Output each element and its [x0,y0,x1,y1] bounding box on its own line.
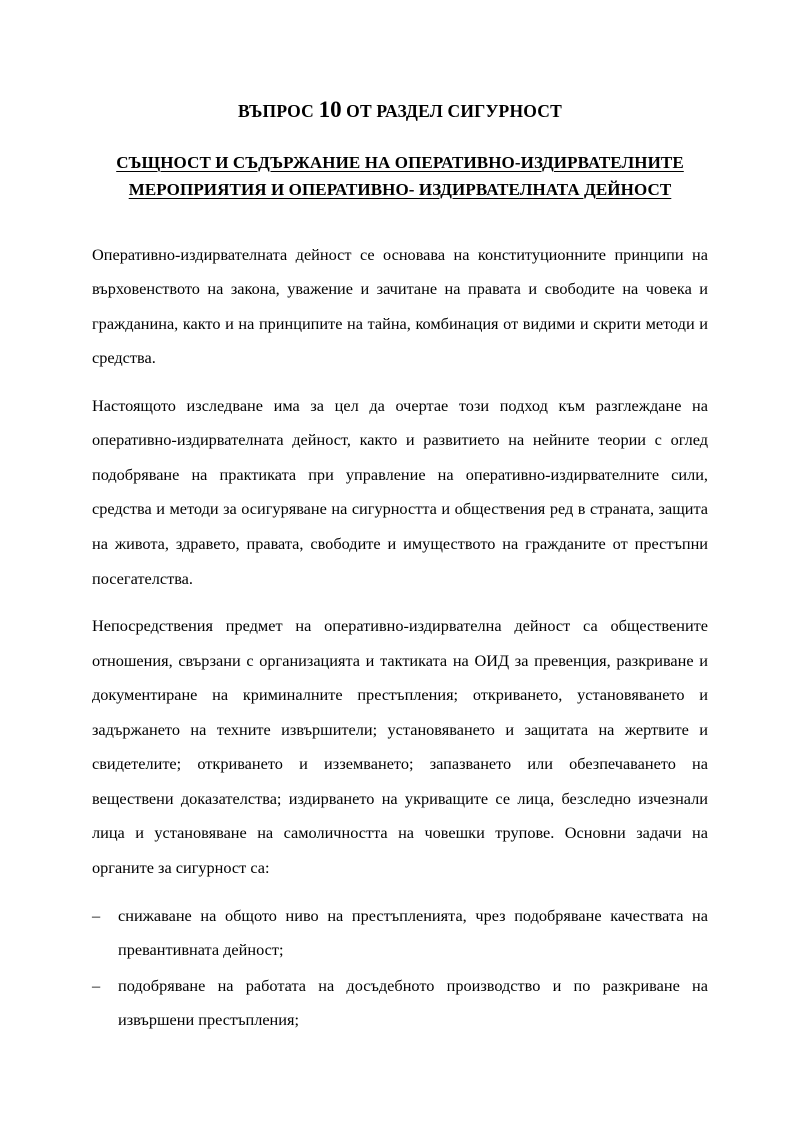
page-title [92,0,708,124]
body-paragraph-3: Непосредствения предмет на оперативно-издирвателна дейност са обществените отношения, свързани с организацията и тактиката на ОИД за превенция, разкриване и документиране на криминалните престъпления; откриването, установяването и задържането на техните извършители; установяването и защитата на жертвите и свидетелите; откриването и изземването; запазването или обезпечаването на веществени доказателства; издирването на укриващите се лица, безследно изчезнали лица и установяване на самоличността на човешки трупове. Основни задачи на органите за сигурност са: [92,616,708,877]
dash-bullet-icon: – [92,975,101,995]
document-body [92,204,708,1038]
document-content [92,0,708,1039]
list-item [92,899,708,968]
document-subtitle [92,124,708,204]
body-paragraph-1: Оперативно-издирвателната дейност се основава на конституционните принципи на върховенството на закона, уважение и зачитане на правата и свободите на човека и гражданина, както и на принципите на тайна, комбинация от видими и скрити методи и средства. [92,244,708,368]
document-subtitle-line-2: МЕРОПРИЯТИЯ И ОПЕРАТИВНО- ИЗДИРВАТЕЛНАТА ДЕЙНОСТ [128,180,672,200]
page-title-number: 10 [318,97,342,122]
dash-bullet-icon: – [92,905,101,925]
page-title-suffix: ОТ РАЗДЕЛ СИГУРНОСТ [341,101,562,121]
list-item-text: снижаване на общото ниво на престъпленията, чрез подобряване качествата на превантивната дейност; [118,905,708,960]
list-item-text: подобряване на работата на досъдебното производство и по разкриване на извършени престъпления; [118,975,708,1030]
document-subtitle-line-1: СЪЩНОСТ И СЪДЪРЖАНИЕ НА ОПЕРАТИВНО-ИЗДИРВАТЕЛНИТЕ [116,152,684,172]
page-title-prefix: ВЪПРОС [238,101,319,121]
tasks-list [92,899,708,1038]
body-paragraph-2: Настоящото изследване има за цел да очертае този подход към разглеждане на оперативно-издирвателната дейност, както и развитието на нейните теории с оглед подобряване на практиката при управление на оперативно-издирвателните сили, средства и методи за осигуряване на сигурността и обществения ред в страната, защита на живота, здравето, правата, свободите и имуществото на гражданите от престъпни посегателства. [92,395,708,588]
list-item [92,969,708,1038]
